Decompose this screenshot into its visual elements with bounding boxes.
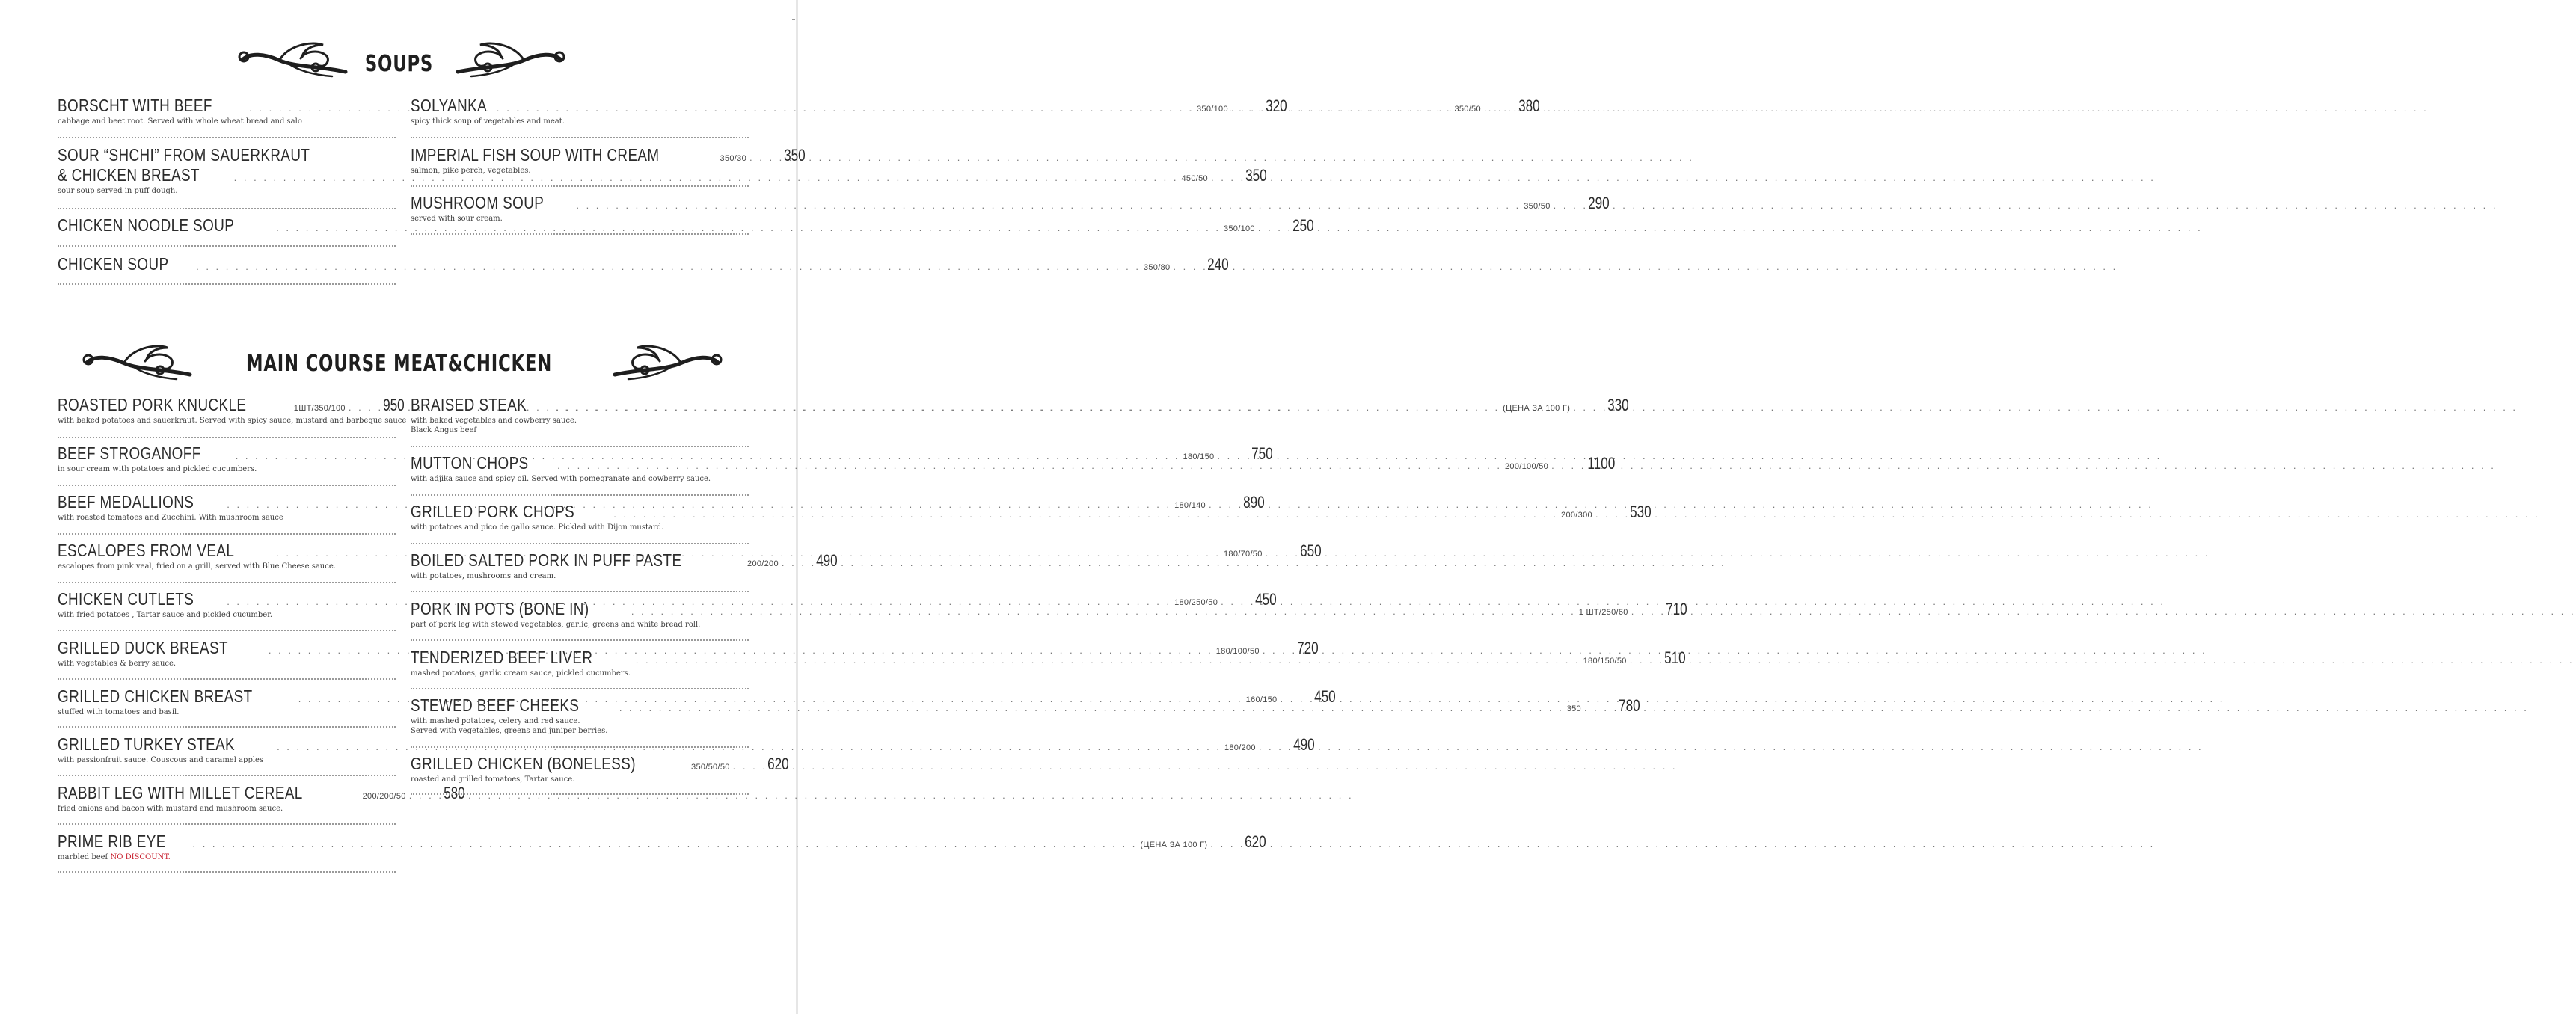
dish-weight: 200/200/50: [362, 792, 406, 801]
leader-dots: [1211, 172, 1236, 183]
leader-dots: [555, 402, 1500, 413]
leader-dots: [1630, 654, 1655, 666]
dish-weight: 350/80: [1143, 263, 1171, 272]
dish-description: mashed potatoes, garlic cream sauce, pickled cucumbers.: [411, 669, 631, 677]
leader-dots: [507, 102, 1452, 114]
dish-description: sour soup served in puff dough.: [58, 187, 178, 195]
leader-dots: [1573, 402, 1598, 413]
dish-description: with potatoes, mushrooms and cream.: [411, 572, 556, 580]
dotted-divider: [58, 726, 396, 728]
dish-weight: 180/100/50: [1215, 647, 1260, 656]
dish-weight: (ЦЕНА ЗА 100 Г): [1140, 841, 1208, 849]
dish-weight: 200/300: [1561, 511, 1592, 520]
dish-description: salmon, pike perch, vegetables.: [411, 167, 531, 175]
dish-weight: 1 ШТ/250/60: [1578, 608, 1628, 617]
dotted-divider: [411, 494, 749, 496]
dish-description: stuffed with tomatoes and basil.: [58, 708, 180, 716]
dish-name: BORSCHT WITH BEEF: [58, 96, 212, 115]
leader-dots: [196, 261, 1141, 272]
dish-weight: 450/50: [1181, 174, 1208, 183]
leader-dots: [276, 222, 1221, 233]
dish-description: served with sour cream.: [411, 215, 503, 223]
dish-description: with fried potatoes , Tartar sauce and pickled cucumber.: [58, 611, 273, 619]
dotted-divider: [411, 137, 749, 138]
dish-name: GRILLED TURKEY STEAK: [58, 734, 236, 754]
leader-dots: [1551, 460, 1577, 471]
dish-description-extra: Served with vegetables, greens and juniper berries.: [411, 727, 608, 735]
menu-item: [411, 754, 789, 784]
leader-dots: [1484, 102, 1509, 114]
dish-name: MUSHROOM SOUP: [411, 193, 545, 212]
page-edge-mark: [792, 19, 795, 20]
dish-description: cabbage and beet root. Served with whole wheat bread and salo: [58, 117, 302, 126]
dish-name: STEWED BEEF CHEEKS: [411, 695, 580, 715]
dish-weight: 1ШТ/350/100: [293, 404, 346, 413]
leader-dots: [409, 790, 435, 801]
dish-description: part of pork leg with stewed vegetables, garlic, greens and white bread roll.: [411, 621, 701, 629]
dish-name: GRILLED CHICKEN (BONELESS): [411, 754, 636, 773]
dish-price: 530: [1630, 503, 1652, 521]
menu-item: [58, 395, 407, 425]
dotted-divider: [411, 639, 749, 641]
dish-weight: 180/70/50: [1224, 550, 1263, 559]
dotted-divider: [58, 283, 396, 285]
dotted-divider: [58, 678, 396, 680]
dotted-divider: [58, 775, 396, 776]
dish-description: with baked potatoes and sauerkraut. Served with spicy sauce, mustard and barbeque sauce: [58, 417, 407, 425]
leader-dots: [192, 838, 1137, 849]
leader-dots: [1259, 741, 1284, 752]
leader-dots: [1554, 200, 1579, 211]
dotted-divider: [58, 208, 396, 209]
dish-name: CHICKEN CUTLETS: [58, 589, 194, 609]
dish-name: GRILLED DUCK BREAST: [58, 638, 228, 657]
leader-dots: [636, 654, 1580, 666]
main-course-header: [0, 340, 798, 393]
leader-dots: [631, 606, 1576, 617]
right-flourish-ornament-icon: [612, 340, 726, 385]
menu-item: [58, 254, 1230, 274]
dish-weight: 200/200: [747, 559, 779, 568]
dish-name: MUTTON CHOPS: [411, 453, 529, 473]
dish-weight: 350/100: [1197, 105, 1228, 114]
dish-price: 750: [1251, 444, 1274, 463]
dish-price: 490: [815, 551, 838, 570]
dish-price: 1100: [1587, 454, 1616, 473]
dish-name: ROASTED PORK KNUCKLE: [58, 395, 247, 414]
dish-price: 580: [443, 784, 465, 802]
dish-name: PORK IN POTS (BONE IN): [411, 599, 589, 618]
leader-dots: [1595, 508, 1621, 520]
dish-price: 350: [784, 146, 806, 165]
menu-item: [411, 550, 838, 581]
dish-description: with passionfruit sauce. Couscous and caramel apples: [58, 756, 264, 764]
dish-weight: 350/50/50: [691, 763, 730, 772]
dotted-divider: [58, 137, 396, 138]
dotted-divider: [411, 543, 749, 544]
dish-description: fried onions and bacon with mustard and mushroom sauce.: [58, 805, 283, 813]
leader-dots: [1210, 838, 1236, 849]
dish-name: GRILLED CHICKEN BREAST: [58, 686, 253, 706]
dish-price: 620: [1245, 832, 1267, 851]
dish-description-text: marbled beef: [58, 853, 108, 861]
dish-price: 380: [1518, 96, 1540, 115]
dish-name: BEEF STROGANOFF: [58, 443, 201, 463]
leader-dots: [613, 508, 1558, 520]
dish-price: 510: [1663, 648, 1686, 667]
dotted-divider: [58, 630, 396, 631]
dish-price: 620: [767, 755, 789, 773]
dish-name: BEEF MEDALLIONS: [58, 492, 194, 511]
leader-dots: [576, 200, 1521, 211]
dish-name-line1: SOUR “SHCHI” FROM SAUERKRAUT: [58, 145, 310, 165]
dish-price: 780: [1619, 696, 1640, 715]
dish-description: in sour cream with potatoes and pickled cucumbers.: [58, 465, 257, 473]
dotted-divider: [58, 823, 396, 825]
dish-description: escalopes from pink veal, fried on a grill, served with Blue Cheese sauce.: [58, 562, 336, 571]
dotted-divider: [411, 233, 749, 235]
no-discount-warning: NO DISCOUNT.: [110, 853, 171, 861]
dotted-divider: [58, 582, 396, 583]
leader-dots: [733, 760, 758, 772]
dish-description: with potatoes and pico de gallo sauce. Pickled with Dijon mustard.: [411, 523, 664, 532]
dish-description: [58, 852, 396, 862]
dish-price: 720: [1296, 639, 1319, 657]
dish-weight: 200/100/50: [1505, 462, 1549, 471]
dotted-divider: [411, 591, 749, 592]
dotted-divider: [411, 688, 749, 689]
leader-dots: [749, 152, 775, 163]
dish-name: CHICKEN SOUP: [58, 254, 169, 274]
dish-name: PRIME RIB EYE: [58, 832, 166, 851]
dish-price: 290: [1587, 194, 1610, 212]
dish-description-extra: Black Angus beef: [411, 426, 477, 434]
dotted-divider: [411, 746, 749, 748]
dish-name: RABBIT LEG WITH MILLET CEREAL: [58, 783, 303, 802]
dish-name: TENDERIZED BEEF LIVER: [411, 648, 593, 667]
dotted-divider: [411, 185, 749, 187]
dish-name: BOILED SALTED PORK IN PUFF PASTE: [411, 550, 682, 570]
dotted-divider: [411, 793, 749, 795]
section-title-main-course: MAIN COURSE MEAT&CHICKEN: [245, 351, 553, 377]
dish-price: 650: [1299, 541, 1322, 560]
dish-name: SOLYANKA: [411, 96, 488, 115]
leader-dots: [1584, 702, 1610, 713]
dish-price: 450: [1255, 590, 1277, 609]
dish-price: 450: [1314, 687, 1337, 706]
dish-price: 240: [1207, 255, 1230, 274]
dish-weight: 180/150/50: [1583, 657, 1627, 666]
dish-price: 250: [1292, 216, 1314, 235]
dotted-divider: [58, 245, 396, 247]
menu-item: [411, 193, 1610, 224]
dish-price: 350: [1245, 166, 1267, 185]
leader-dots: [349, 402, 374, 413]
dotted-divider: [411, 446, 749, 447]
leader-dots: [619, 702, 1564, 713]
dotted-divider: [58, 871, 396, 873]
dish-price: 490: [1292, 735, 1315, 754]
menu-item: [58, 832, 1267, 862]
dish-weight: 350: [1566, 704, 1581, 713]
dish-weight: 180/140: [1174, 501, 1206, 510]
leader-dots: [557, 460, 1502, 471]
dish-weight: 180/200: [1224, 743, 1256, 752]
dish-weight: 350/50: [1454, 105, 1481, 114]
leader-dots: [782, 557, 807, 568]
menu-item: [411, 395, 1629, 435]
dish-price: 890: [1243, 493, 1265, 511]
menu-item: [411, 145, 806, 176]
dish-weight: 160/150: [1245, 695, 1278, 704]
section-title-soups: SOUPS: [364, 51, 434, 77]
right-flourish-ornament-icon: [455, 37, 568, 82]
leader-dots: [1631, 606, 1657, 617]
menu-item: [58, 783, 465, 814]
dotted-divider: [58, 437, 396, 438]
dish-description: roasted and grilled tomatoes, Tartar sauce.: [411, 775, 575, 784]
leader-dots: [1173, 261, 1198, 272]
dish-price: 950: [382, 396, 405, 414]
dish-weight: 350/100: [1223, 224, 1255, 233]
dish-weight: 350/30: [720, 154, 746, 163]
dish-weight: 350/50: [1524, 202, 1551, 211]
dish-name: GRILLED PORK CHOPS: [411, 502, 575, 521]
dish-weight: 180/250/50: [1174, 598, 1218, 607]
dish-description: with baked vegetables and cowberry sauce.: [411, 417, 577, 425]
dish-description: with mashed potatoes, celery and red sauce.: [411, 717, 580, 725]
dish-name: IMPERIAL FISH SOUP WITH CREAM: [411, 145, 660, 165]
dish-description: spicy thick soup of vegetables and meat.: [411, 117, 565, 126]
dish-price: 330: [1607, 396, 1629, 414]
dish-weight: 180/150: [1183, 452, 1215, 461]
dish-price: 320: [1265, 96, 1287, 115]
dish-name: ESCALOPES FROM VEAL: [58, 541, 235, 560]
dish-name: & CHICKEN BREAST: [58, 165, 200, 185]
leader-dots: [1258, 222, 1284, 233]
dish-weight: (ЦЕНА ЗА 100 Г): [1503, 404, 1571, 413]
dish-description: with vegetables & berry sauce.: [58, 660, 177, 668]
dish-name: BRAISED STEAK: [411, 395, 527, 414]
soups-header: [0, 37, 798, 90]
dish-description: with adjika sauce and spicy oil. Served with pomegranate and cowberry sauce.: [411, 475, 711, 483]
dish-name: CHICKEN NOODLE SOUP: [58, 215, 235, 235]
dotted-divider: [58, 485, 396, 486]
dotted-divider: [58, 533, 396, 535]
dish-price: 710: [1665, 600, 1687, 618]
dish-description: with roasted tomatoes and Zucchini. With mushroom sauce: [58, 514, 283, 522]
